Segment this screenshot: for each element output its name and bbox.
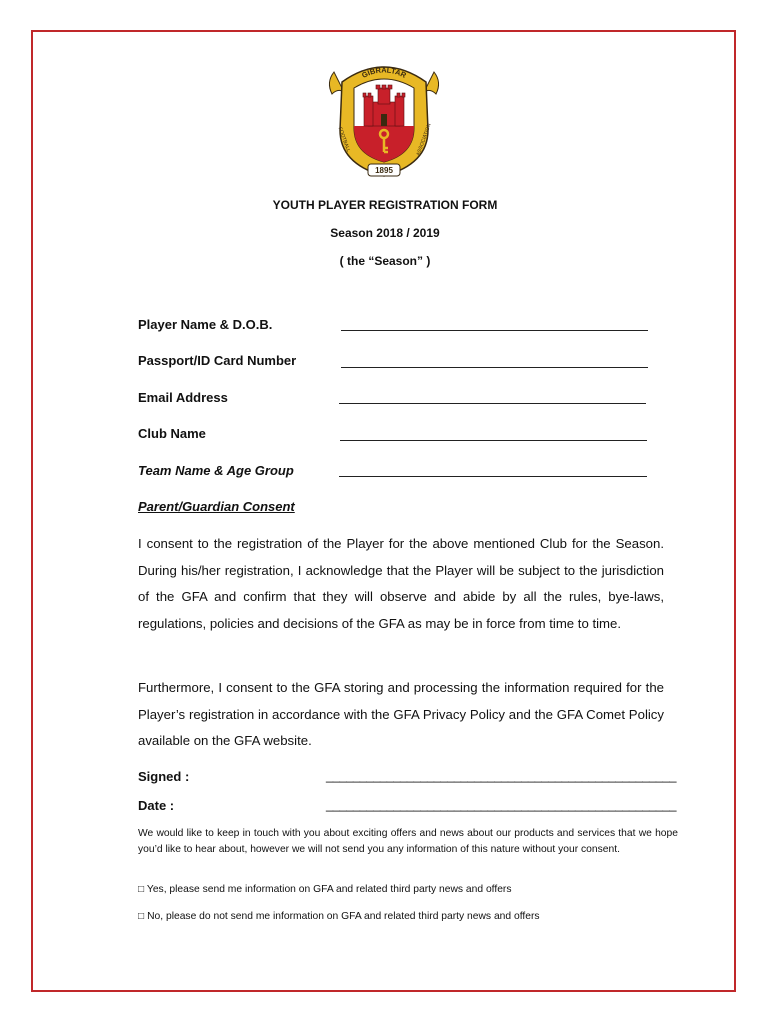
consent-paragraph-1: I consent to the registration of the Player for the above mentioned Club for the Season. During his/her registration, I acknowledge that the Player will be subject to the jurisdiction of the GFA and confirm that they will observe and abide by all the rules, bye-laws, regulations, policies and decisions of the GFA as may be in force from time to time. [138,536,664,631]
season-note: ( the “Season” ) [339,254,431,268]
crest-right-text: ASSOCIATION [415,122,433,157]
email-address-label: Email Address [138,390,228,405]
marketing-yes-option[interactable]: □ Yes, please send me information on GFA and related third party news and offers [138,884,512,895]
team-name-age-group-label: Team Name & Age Group [138,463,294,478]
team-name-age-group-field[interactable] [339,476,647,477]
season-text: Season 2018 / 2019 [330,226,440,240]
signed-label: Signed : [138,769,190,784]
date-field[interactable]: ____________________________________________________ [326,797,676,812]
marketing-notice: We would like to keep in touch with you about exciting offers and news about our products and services that we hope you’d like to hear about, however we will not send you any information of this nature without your consent. [138,828,678,855]
crest-year: 1895 [375,166,393,175]
club-name-label: Club Name [138,426,206,441]
consent-title: Parent/Guardian Consent [138,499,295,514]
crest-top-text: GIBRALTAR [360,65,408,80]
date-label: Date : [138,798,175,813]
player-name-dob-label: Player Name & D.O.B. [138,317,273,332]
crest-castle-gate [381,114,387,126]
gfa-crest-logo [324,52,444,182]
club-name-field[interactable] [340,440,647,441]
passport-id-field[interactable] [341,367,648,368]
consent-paragraph-2: Furthermore, I consent to the GFA storing and processing the information required for the Player’s registration in accordance with the GFA Privacy Policy and the GFA Comet Policy available on the GFA website. [138,680,664,748]
player-name-dob-field[interactable] [341,330,648,331]
email-address-field[interactable] [339,403,646,404]
marketing-no-option[interactable]: □ No, please do not send me information on GFA and related third party news and offers [138,911,540,922]
form-title: YOUTH PLAYER REGISTRATION FORM [272,198,498,212]
passport-id-label: Passport/ID Card Number [138,353,297,368]
signature-field[interactable]: ____________________________________________________ [326,768,676,783]
crest-left-text: FOOTBALL [336,126,352,153]
